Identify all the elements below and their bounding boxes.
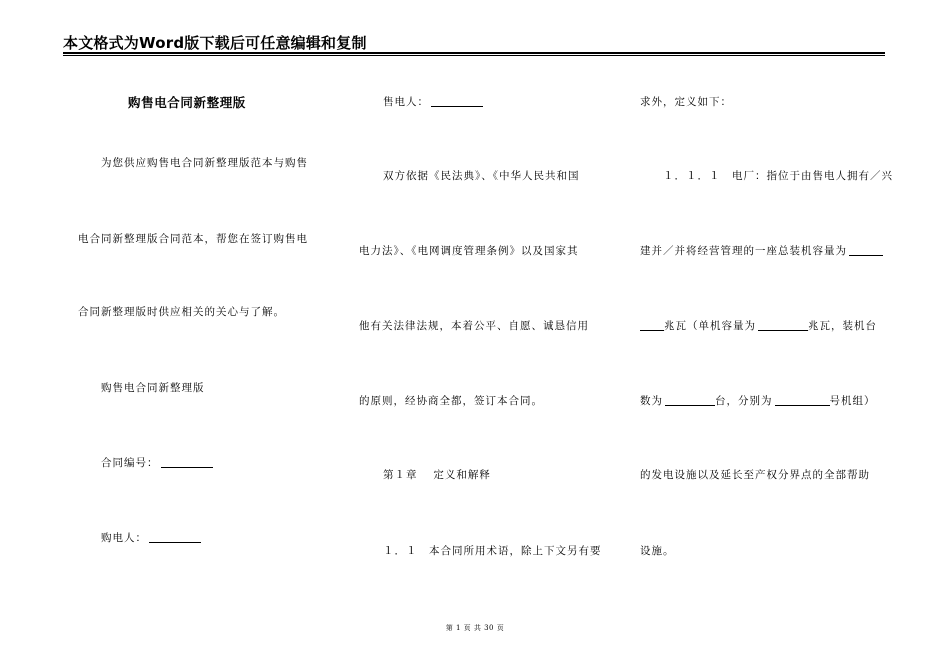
intro-line-2: 电合同新整理版合同范本，帮您在签订购售电 (78, 233, 308, 245)
document-title: 购售电合同新整理版 (128, 95, 246, 110)
total-capacity-blank-cont (640, 319, 664, 331)
unit-suffix: 号机组） (829, 395, 876, 407)
definition-line-5: 的发电设施以及延长至产权分界点的全部帮助 (640, 469, 870, 481)
basis-line-1: 双方依据《民法典》、《中华人民共和国 (383, 170, 580, 182)
contract-name: 购售电合同新整理版 (101, 382, 205, 394)
document-header: 本文格式为Word版下载后可任意编辑和复制 (63, 34, 367, 52)
chapter-heading: 第１章 定义和解释 (383, 469, 491, 481)
unit-count-blank (665, 394, 715, 406)
seller-label: 售电人： (383, 96, 429, 108)
contract-number-label: 合同编号： (101, 457, 159, 469)
unit-capacity-label: 兆瓦（单机容量为 (664, 320, 756, 332)
seller-row (383, 94, 483, 109)
unit-count-prefix: 数为 (640, 395, 663, 407)
basis-line-3: 他有关法律法规，本着公平、自愿、诚恳信用 (359, 320, 589, 332)
definition-line-6: 设施。 (640, 545, 675, 557)
header-rule-thin (63, 55, 885, 56)
definition-line-1: １．１．１ 电厂：指位于由售电人拥有／兴 (663, 170, 893, 182)
basis-line-4: 的原则，经协商全都，签订本合同。 (359, 395, 543, 407)
clause-1-1: １．１ 本合同所用术语，除上下文另有要 (383, 545, 602, 557)
basis-line-2: 电力法》、《电网调度管理条例》以及国家其 (359, 245, 579, 257)
total-capacity-blank (849, 244, 883, 256)
contract-number-blank (161, 456, 213, 468)
unit-number-label: 台，分别为 (715, 395, 773, 407)
header-rule-thick (63, 52, 885, 54)
page-footer: 第 1 页 共 30 页 (445, 624, 505, 632)
unit-number-blank (775, 394, 830, 406)
unit-capacity-blank (758, 319, 808, 331)
definition-line-3 (640, 318, 877, 333)
definition-line-4 (640, 393, 876, 408)
buyer-row (101, 530, 201, 545)
definition-intro: 求外，定义如下： (640, 96, 732, 108)
unit-count-label: 兆瓦，装机台 (808, 320, 877, 332)
buyer-blank (149, 531, 201, 543)
definition-line-2 (640, 243, 883, 258)
intro-line-3: 合同新整理版时供应相关的关心与了解。 (78, 306, 285, 318)
contract-number-row (101, 455, 213, 470)
buyer-label: 购电人： (101, 532, 147, 544)
seller-blank (431, 95, 483, 107)
intro-line-1: 为您供应购售电合同新整理版范本与购售 (101, 157, 308, 169)
definition-line-2-text: 建并／并将经营管理的一座总装机容量为 (640, 245, 847, 257)
